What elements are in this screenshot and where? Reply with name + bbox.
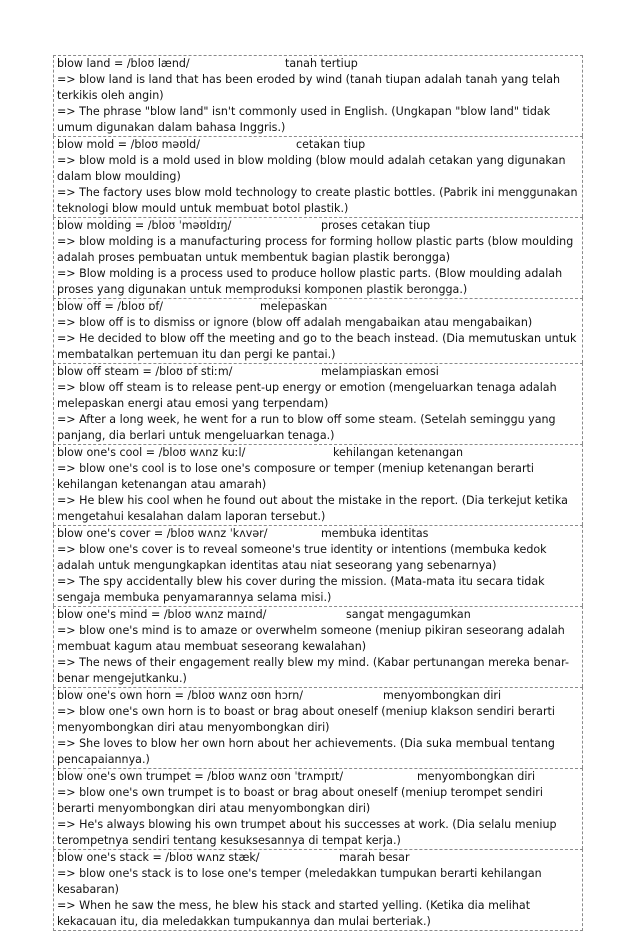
term-definition: => blow off is to dismiss or ignore (blow off adalah mengabaikan atau mengabaikan): [57, 316, 533, 329]
term-pronunciation: blow off = /bloʊ ɒf/: [57, 300, 164, 313]
vocab-entry: [53, 768, 583, 849]
term-translation: menyombongkan diri: [383, 689, 502, 702]
term-translation: sangat mengagumkan: [346, 608, 471, 621]
term-definition: => blow one's mind is to amaze or overwhelm someone (meniup pikiran seseorang adalah membuat kagum atau membuat seseorang kewalahan): [57, 624, 565, 653]
entry-header: [57, 218, 579, 234]
term-example: => After a long week, he went for a run to blow off some steam. (Setelah seminggu yang panjang, dia berlari untuk mengeluarkan tenaga.): [57, 413, 556, 442]
term-definition: => blow land is land that has been eroded by wind (tanah tiupan adalah tanah yang telah terkikis oleh angin): [57, 73, 561, 102]
term-definition: => blow one's cool is to lose one's composure or temper (meniup ketenangan berarti kehilangan ketenangan atau amarah): [57, 462, 534, 491]
vocab-entry: [53, 298, 583, 363]
term-example: => The spy accidentally blew his cover during the mission. (Mata-mata itu secara tidak sengaja membuka penyamarannya selama misi.): [57, 575, 545, 604]
term-pronunciation: blow molding = /bloʊ ˈməʊldɪŋ/: [57, 219, 232, 232]
term-example: => He decided to blow off the meeting and go to the beach instead. (Dia memutuskan untuk membatalkan pertemuan itu dan pergi ke pantai.): [57, 332, 577, 361]
term-translation: menyombongkan diri: [417, 770, 536, 783]
term-pronunciation: blow mold = /bloʊ məʊld/: [57, 138, 200, 151]
term-pronunciation: blow off steam = /bloʊ ɒf stiːm/: [57, 365, 233, 378]
vocab-entry: [53, 136, 583, 217]
entry-header: [57, 769, 579, 785]
term-pronunciation: blow land = /bloʊ lænd/: [57, 57, 190, 70]
term-pronunciation: blow one's cool = /bloʊ wʌnz kuːl/: [57, 446, 246, 459]
vocab-entry: [53, 55, 583, 136]
term-definition: => blow molding is a manufacturing process for forming hollow plastic parts (blow moulding adalah proses pembuatan untuk membentuk bagian plastik berongga): [57, 235, 574, 264]
entry-header: [57, 688, 579, 704]
vocab-entry: [53, 363, 583, 444]
vocab-entry: [53, 444, 583, 525]
term-example: => She loves to blow her own horn about her achievements. (Dia suka membual tentang pencapaiannya.): [57, 737, 555, 766]
vocab-entry: [53, 849, 583, 931]
term-example: => The factory uses blow mold technology to create plastic bottles. (Pabrik ini menggunakan teknologi blow mould untuk membuat botol plastik.): [57, 186, 578, 215]
vocab-entry: [53, 525, 583, 606]
vocab-entry: [53, 217, 583, 298]
entry-header: [57, 850, 579, 866]
term-translation: tanah tertiup: [285, 57, 358, 70]
term-translation: marah besar: [339, 851, 410, 864]
term-example: => He's always blowing his own trumpet about his successes at work. (Dia selalu meniup terompetnya sendiri tentang kesuksesannya di tempat kerja.): [57, 818, 557, 847]
entry-header: [57, 56, 579, 72]
term-definition: => blow one's own horn is to boast or brag about oneself (meniup klakson sendiri berarti menyombongkan diri atau menyombongkan diri): [57, 705, 555, 734]
term-pronunciation: blow one's cover = /bloʊ wʌnz ˈkʌvər/: [57, 527, 268, 540]
term-example: => The phrase "blow land" isn't commonly used in English. (Ungkapan "blow land" tidak umum digunakan dalam bahasa Inggris.): [57, 105, 551, 134]
term-translation: proses cetakan tiup: [321, 219, 431, 232]
term-definition: => blow one's own trumpet is to boast or brag about oneself (meniup terompet sendiri berarti menyombongkan diri atau menyombongkan diri): [57, 786, 543, 815]
term-example: => The news of their engagement really blew my mind. (Kabar pertunangan mereka benar-benar mengejutkanku.): [57, 656, 569, 685]
term-definition: => blow mold is a mold used in blow molding (blow mould adalah cetakan yang digunakan dalam blow moulding): [57, 154, 566, 183]
term-example: => Blow molding is a process used to produce hollow plastic parts. (Blow moulding adalah proses yang digunakan untuk memproduksi komponen plastik berongga.): [57, 267, 563, 296]
term-pronunciation: blow one's stack = /bloʊ wʌnz stæk/: [57, 851, 260, 864]
term-translation: melampiaskan emosi: [321, 365, 439, 378]
term-example: => When he saw the mess, he blew his stack and started yelling. (Ketika dia melihat kekacauan itu, dia meledakkan tumpukannya dan mulai berteriak.): [57, 899, 531, 928]
term-translation: cetakan tiup: [296, 138, 366, 151]
term-definition: => blow off steam is to release pent-up energy or emotion (mengeluarkan tenaga adalah melepaskan energi atau emosi yang terpendam): [57, 381, 557, 410]
vocab-entry: [53, 606, 583, 687]
vocabulary-list: [53, 55, 583, 931]
entry-header: [57, 526, 579, 542]
entry-header: [57, 607, 579, 623]
term-pronunciation: blow one's own horn = /bloʊ wʌnz oʊn hɔrn/: [57, 689, 303, 702]
term-translation: melepaskan: [260, 300, 328, 313]
term-example: => He blew his cool when he found out about the mistake in the report. (Dia terkejut ketika mengetahui kesalahan dalam laporan tersebut.): [57, 494, 568, 523]
term-definition: => blow one's cover is to reveal someone's true identity or intentions (membuka kedok adalah untuk mengungkapkan identitas atau niat seseorang yang sebenarnya): [57, 543, 547, 572]
entry-header: [57, 445, 579, 461]
term-translation: kehilangan ketenangan: [333, 446, 464, 459]
term-translation: membuka identitas: [321, 527, 429, 540]
term-pronunciation: blow one's own trumpet = /bloʊ wʌnz oʊn ˈtrʌmpɪt/: [57, 770, 344, 783]
term-definition: => blow one's stack is to lose one's temper (meledakkan tumpukan berarti kehilangan kesabaran): [57, 867, 542, 896]
vocab-entry: [53, 687, 583, 768]
entry-header: [57, 364, 579, 380]
entry-header: [57, 137, 579, 153]
entry-header: [57, 299, 579, 315]
term-pronunciation: blow one's mind = /bloʊ wʌnz maɪnd/: [57, 608, 267, 621]
